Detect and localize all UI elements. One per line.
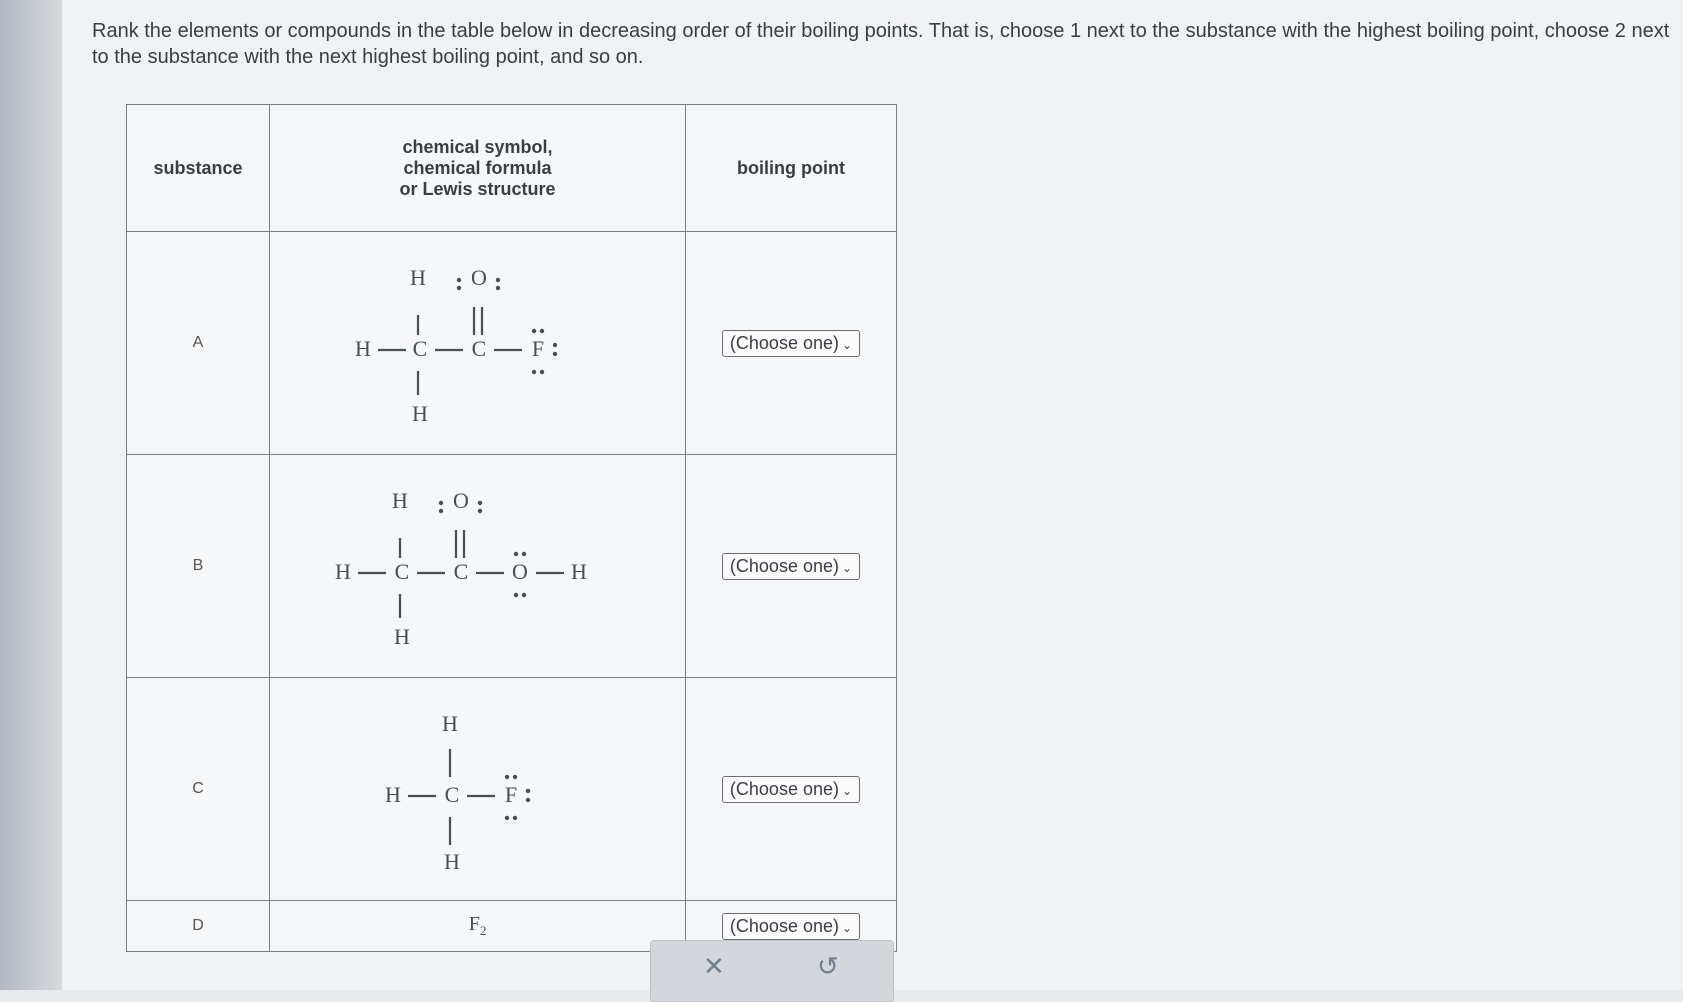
boiling-point-cell-c — [686, 678, 897, 901]
chevron-down-icon: ⌄ — [842, 783, 853, 798]
rank-select-d-value: (Choose one) — [729, 915, 839, 936]
atom-h: H — [391, 488, 408, 513]
atom-o: O — [470, 265, 487, 290]
table-row — [127, 678, 897, 901]
substance-label-d: D — [127, 901, 270, 952]
structure-cell-a — [270, 232, 686, 455]
substance-label-a: A — [127, 232, 270, 455]
rank-select-d[interactable] — [722, 913, 860, 940]
rank-select-a-value: (Choose one) — [729, 332, 839, 353]
table-row — [127, 232, 897, 455]
atom-c: C — [394, 559, 409, 584]
atom-h: H — [354, 336, 371, 361]
left-margin-band — [0, 0, 62, 990]
substance-label-c: C — [127, 678, 270, 901]
atom-h: H — [411, 401, 428, 426]
atom-c: C — [412, 336, 427, 361]
formula-base: F — [468, 913, 480, 935]
rank-select-a[interactable] — [722, 330, 860, 357]
header-structure-line2: chemical formula — [403, 157, 552, 178]
ranking-table — [126, 104, 897, 952]
atom-h: H — [441, 711, 458, 736]
atom-c: C — [471, 336, 486, 361]
atom-f: F — [531, 336, 544, 361]
header-boiling-point: boiling point — [686, 105, 897, 232]
undo-icon[interactable]: ↺ — [817, 951, 839, 981]
atom-h: H — [570, 559, 587, 584]
instructions-text: Rank the elements or compounds in the table below in decreasing order of their boiling points. That is, choose 1 next to the substance with the highest boiling point, choose 2 next to the substance with the next highest boiling point, and so on. — [92, 20, 1670, 68]
clear-icon[interactable]: ✕ — [703, 951, 725, 981]
formula-subscript: 2 — [479, 923, 487, 938]
substance-label-b: B — [127, 455, 270, 678]
structure-cell-b — [270, 455, 686, 678]
header-structure-line3: or Lewis structure — [399, 178, 556, 199]
atom-o: O — [452, 488, 469, 513]
rank-select-b[interactable] — [722, 553, 860, 580]
rank-select-b-value: (Choose one) — [729, 555, 839, 576]
atom-h: H — [334, 559, 351, 584]
atom-c: C — [444, 782, 459, 807]
header-structure — [270, 105, 686, 232]
lewis-structure-b — [328, 476, 628, 656]
atom-f: F — [504, 782, 517, 807]
rank-select-c[interactable] — [722, 776, 860, 803]
lewis-structure-c — [378, 699, 578, 879]
table-row — [127, 455, 897, 678]
header-substance: substance — [127, 105, 270, 232]
header-structure-line1: chemical symbol, — [402, 136, 553, 157]
structure-cell-d — [270, 901, 686, 952]
boiling-point-cell-b — [686, 455, 897, 678]
formula-f2 — [468, 913, 487, 938]
atom-h: H — [393, 624, 410, 649]
chevron-down-icon: ⌄ — [842, 560, 853, 575]
atom-h: H — [384, 782, 401, 807]
chevron-down-icon: ⌄ — [842, 337, 853, 352]
atom-h: H — [443, 849, 460, 874]
structure-cell-c — [270, 678, 686, 901]
lewis-structure-a — [348, 253, 608, 433]
boiling-point-cell-a — [686, 232, 897, 455]
header-row — [127, 105, 897, 232]
atom-o: O — [511, 559, 528, 584]
action-bar — [650, 940, 894, 1002]
atom-c: C — [453, 559, 468, 584]
atom-h: H — [409, 265, 426, 290]
chevron-down-icon: ⌄ — [842, 920, 853, 935]
rank-select-c-value: (Choose one) — [729, 778, 839, 799]
